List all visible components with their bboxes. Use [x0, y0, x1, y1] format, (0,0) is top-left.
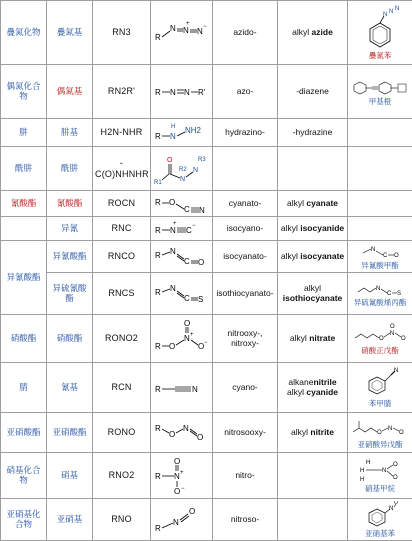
svg-text:O: O — [169, 198, 175, 207]
suffix-cell: alkyl isocyanate — [278, 241, 348, 273]
class-name-cell: 异氰酸酯 — [1, 241, 47, 315]
table-row — [1, 119, 412, 147]
svg-text:N: N — [383, 12, 387, 18]
svg-text:O: O — [377, 430, 382, 436]
svg-text:O: O — [394, 253, 399, 259]
svg-text:+: + — [190, 332, 194, 338]
svg-text:−: − — [192, 223, 196, 229]
svg-text:N: N — [184, 88, 190, 97]
svg-text:N: N — [180, 176, 185, 183]
structure-cell — [151, 119, 213, 147]
table-row — [1, 217, 412, 241]
svg-text:O: O — [198, 258, 204, 267]
svg-text:O: O — [197, 433, 203, 442]
table-row — [1, 1, 412, 65]
example-cell — [348, 119, 412, 147]
example-label: 亚硝基苯 — [350, 530, 410, 539]
svg-text:R: R — [155, 251, 161, 260]
suffix-cell — [278, 147, 348, 191]
example-cell — [348, 241, 412, 273]
svg-text:H: H — [366, 460, 370, 466]
example-cell — [348, 147, 412, 191]
suffix-cell: alkyl nitrite — [278, 413, 348, 453]
structure-cell — [151, 363, 213, 413]
table-row — [1, 191, 412, 217]
svg-text:R: R — [155, 342, 161, 351]
nitrate-structure — [153, 319, 211, 359]
svg-text:N: N — [170, 24, 176, 33]
table-row — [1, 241, 412, 273]
group-name-cell: 氰基 — [47, 363, 93, 413]
prefix-cell: isocyanato- — [213, 241, 278, 273]
class-name-cell: 酰肼 — [1, 147, 47, 191]
example-label: 亚硝酸异戊酯 — [350, 441, 410, 450]
table-row — [1, 147, 412, 191]
svg-text:O: O — [198, 342, 204, 351]
example-cell — [348, 453, 412, 499]
svg-text:+: + — [186, 21, 190, 27]
group-name-cell: 疊氮基 — [47, 1, 93, 65]
svg-text:C: C — [184, 294, 190, 303]
svg-text:R3: R3 — [198, 157, 206, 163]
formula-cell: RNCS — [93, 273, 151, 315]
structure-cell — [151, 453, 213, 499]
azo-structure — [153, 80, 211, 104]
group-name-cell: 偶氮基 — [47, 65, 93, 119]
formula-cell: RONO2 — [93, 315, 151, 363]
prefix-cell: azido- — [213, 1, 278, 65]
svg-text:H: H — [360, 477, 364, 483]
svg-text:R': R' — [198, 88, 206, 97]
class-name-cell: 疊氮化物 — [1, 1, 47, 65]
svg-text:C: C — [186, 226, 192, 235]
azide-structure — [153, 16, 211, 50]
svg-text:O: O — [189, 507, 195, 516]
svg-text:S: S — [198, 295, 203, 304]
svg-text:N: N — [199, 206, 205, 215]
suffix-cell: -hydrazine — [278, 119, 348, 147]
table-row — [1, 413, 412, 453]
structure-cell — [151, 147, 213, 191]
svg-text:R1: R1 — [154, 180, 162, 186]
svg-text:O: O — [399, 430, 404, 436]
nitrosobenzene-structure — [360, 501, 400, 529]
svg-text:S: S — [397, 291, 401, 297]
class-name-cell: 硝基化合物 — [1, 453, 47, 499]
isocyanate-structure — [153, 244, 211, 270]
svg-text:N: N — [170, 226, 176, 235]
svg-text:N: N — [197, 27, 203, 36]
svg-text:N: N — [193, 167, 198, 174]
suffix-cell: alkyl isocyanide — [278, 217, 348, 241]
isocyanide-structure — [153, 219, 211, 239]
structure-cell — [151, 241, 213, 273]
example-label: 甲基橙 — [350, 98, 410, 107]
table-row — [1, 363, 412, 413]
example-cell — [348, 65, 412, 119]
structure-cell — [151, 217, 213, 241]
suffix-cell: alkyl azide — [278, 1, 348, 65]
example-cell — [348, 1, 412, 65]
formula-cell: RN3 — [93, 1, 151, 65]
example-label: 苯甲腈 — [350, 400, 410, 409]
group-name-cell: 酰肼 — [47, 147, 93, 191]
svg-text:R: R — [155, 424, 161, 433]
svg-text:H: H — [360, 468, 364, 474]
svg-text:O: O — [393, 462, 398, 468]
svg-text:−: − — [203, 24, 207, 30]
prefix-cell: nitro- — [213, 453, 278, 499]
structure-cell — [151, 315, 213, 363]
svg-text:N: N — [395, 6, 399, 12]
example-label: 异硫氰酸烯丙酯 — [350, 299, 410, 308]
class-name-cell: 腈 — [1, 363, 47, 413]
table-row — [1, 273, 412, 315]
suffix-cell: alkyl isothiocyanate — [278, 273, 348, 315]
svg-text:N: N — [183, 424, 189, 433]
formula-cell: RNCO — [93, 241, 151, 273]
svg-text:R: R — [155, 226, 161, 235]
svg-text:O: O — [169, 342, 175, 351]
svg-text:O: O — [390, 324, 395, 330]
svg-text:N: N — [173, 518, 179, 527]
example-label: 硝基甲烷 — [350, 485, 410, 494]
allyl-isothiocyanate-structure — [355, 280, 405, 298]
example-label: 异氰酸甲酯 — [350, 262, 410, 271]
prefix-cell: cyanato- — [213, 191, 278, 217]
svg-text:N: N — [170, 132, 176, 141]
group-name-cell: 硝基 — [47, 453, 93, 499]
prefix-cell: nitrooxy-, nitroxy- — [213, 315, 278, 363]
group-name-cell: 氰酸酯 — [47, 191, 93, 217]
svg-text:R: R — [155, 198, 161, 207]
structure-cell — [151, 1, 213, 65]
svg-text:N: N — [388, 426, 392, 432]
example-cell — [348, 217, 412, 241]
structure-cell — [151, 273, 213, 315]
svg-text:O: O — [174, 457, 180, 466]
svg-text:N: N — [174, 472, 180, 481]
svg-text:R: R — [155, 88, 161, 97]
class-name-cell: 亚硝基化合物 — [1, 499, 47, 541]
svg-text:−: − — [181, 486, 185, 492]
hydrazine-structure — [153, 120, 211, 146]
hydrazide-structure — [153, 150, 211, 188]
svg-text:NH2: NH2 — [185, 126, 202, 135]
formula-cell: RNO2 — [93, 453, 151, 499]
svg-text:O: O — [401, 336, 406, 342]
class-name-cell: 亚硝酸酯 — [1, 413, 47, 453]
methyl-orange-structure — [350, 77, 412, 97]
suffix-cell: alkanenitrile alkyl cyanide — [278, 363, 348, 413]
svg-text:+: + — [173, 221, 177, 227]
table-row — [1, 315, 412, 363]
svg-text:R: R — [155, 288, 161, 297]
structure-cell — [151, 65, 213, 119]
formula-cell: -C(O)NHNHR — [93, 147, 151, 191]
nitro-structure — [153, 456, 211, 496]
cyanate-structure — [153, 193, 211, 215]
nitroso-structure — [153, 503, 211, 537]
formula-cell: H2N-NHR — [93, 119, 151, 147]
prefix-cell: azo- — [213, 65, 278, 119]
prefix-cell: cyano- — [213, 363, 278, 413]
suffix-cell — [278, 499, 348, 541]
nitrile-structure — [153, 378, 211, 398]
example-cell — [348, 363, 412, 413]
svg-text:C: C — [387, 291, 392, 297]
svg-text:R: R — [155, 524, 161, 533]
svg-text:O: O — [174, 487, 180, 496]
table-row — [1, 65, 412, 119]
phenyl-azide-structure — [357, 5, 403, 51]
svg-text:O: O — [394, 501, 398, 506]
table-row — [1, 453, 412, 499]
svg-text:N: N — [170, 284, 176, 293]
svg-text:N: N — [394, 368, 398, 374]
suffix-cell: alkyl cyanate — [278, 191, 348, 217]
svg-text:O: O — [393, 475, 398, 481]
formula-cell: RN2R' — [93, 65, 151, 119]
svg-text:N: N — [192, 385, 198, 394]
nitrite-structure — [153, 421, 211, 445]
formula-cell: ROCN — [93, 191, 151, 217]
structure-cell — [151, 191, 213, 217]
svg-text:H: H — [171, 124, 175, 130]
class-name-cell — [1, 217, 47, 241]
prefix-cell: nitrosooxy- — [213, 413, 278, 453]
prefix-cell: isothiocyanato- — [213, 273, 278, 315]
svg-text:R: R — [155, 132, 161, 141]
svg-text:N: N — [183, 26, 189, 35]
example-label: 疊氮苯 — [350, 52, 410, 61]
svg-text:N: N — [389, 9, 393, 15]
svg-text:R: R — [155, 385, 161, 394]
formula-cell: RCN — [93, 363, 151, 413]
svg-text:N: N — [184, 334, 190, 343]
example-cell — [348, 273, 412, 315]
svg-text:+: + — [180, 470, 184, 476]
group-name-cell: 硝酸酯 — [47, 315, 93, 363]
svg-text:C: C — [184, 257, 190, 266]
svg-text:−: − — [204, 340, 208, 346]
benzonitrile-structure — [360, 367, 400, 399]
svg-text:N: N — [390, 331, 394, 337]
svg-text:R: R — [155, 33, 161, 42]
formula-cell: RNO — [93, 499, 151, 541]
group-name-cell: 亚硝酸酯 — [47, 413, 93, 453]
methyl-isocyanate-structure — [357, 243, 403, 261]
prefix-cell: nitroso- — [213, 499, 278, 541]
svg-text:N: N — [382, 468, 386, 474]
svg-text:N: N — [389, 506, 393, 512]
svg-text:O: O — [379, 336, 384, 342]
svg-text:O: O — [169, 430, 175, 439]
example-cell — [348, 413, 412, 453]
class-name-cell: 偶氮化合物 — [1, 65, 47, 119]
svg-text:N: N — [371, 247, 375, 253]
svg-text:N: N — [170, 247, 176, 256]
prefix-cell: hydrazino- — [213, 119, 278, 147]
class-name-cell: 肼 — [1, 119, 47, 147]
group-name-cell: 亚硝基 — [47, 499, 93, 541]
group-name-cell: 异氰酸酯 — [47, 241, 93, 273]
example-cell — [348, 499, 412, 541]
svg-text:R: R — [155, 472, 161, 481]
svg-text:C: C — [383, 253, 388, 259]
suffix-cell — [278, 453, 348, 499]
group-name-cell: 肼基 — [47, 119, 93, 147]
svg-text:N: N — [376, 286, 380, 292]
formula-cell: RNC — [93, 217, 151, 241]
svg-text:R2: R2 — [179, 167, 187, 173]
svg-text:O: O — [184, 319, 190, 328]
suffix-cell: -diazene — [278, 65, 348, 119]
suffix-cell: alkyl nitrate — [278, 315, 348, 363]
prefix-cell: isocyano- — [213, 217, 278, 241]
group-name-cell: 异氰 — [47, 217, 93, 241]
group-name-cell: 异硫氰酸酯 — [47, 273, 93, 315]
structure-cell — [151, 499, 213, 541]
svg-text:N: N — [170, 88, 176, 97]
amyl-nitrate-structure — [352, 322, 408, 346]
svg-text:O: O — [167, 157, 173, 164]
prefix-cell — [213, 147, 278, 191]
structure-cell — [151, 413, 213, 453]
isothiocyanate-structure — [153, 281, 211, 307]
example-label: 硝酸正戊酯 — [350, 347, 410, 356]
table-row — [1, 499, 412, 541]
class-name-cell: 氰酸酯 — [1, 191, 47, 217]
svg-text:C: C — [184, 205, 190, 214]
example-cell — [348, 191, 412, 217]
formula-cell: RONO — [93, 413, 151, 453]
isoamyl-nitrite-structure — [350, 416, 410, 440]
example-cell — [348, 315, 412, 363]
nitromethane-structure — [358, 458, 402, 484]
class-name-cell: 硝酸酯 — [1, 315, 47, 363]
